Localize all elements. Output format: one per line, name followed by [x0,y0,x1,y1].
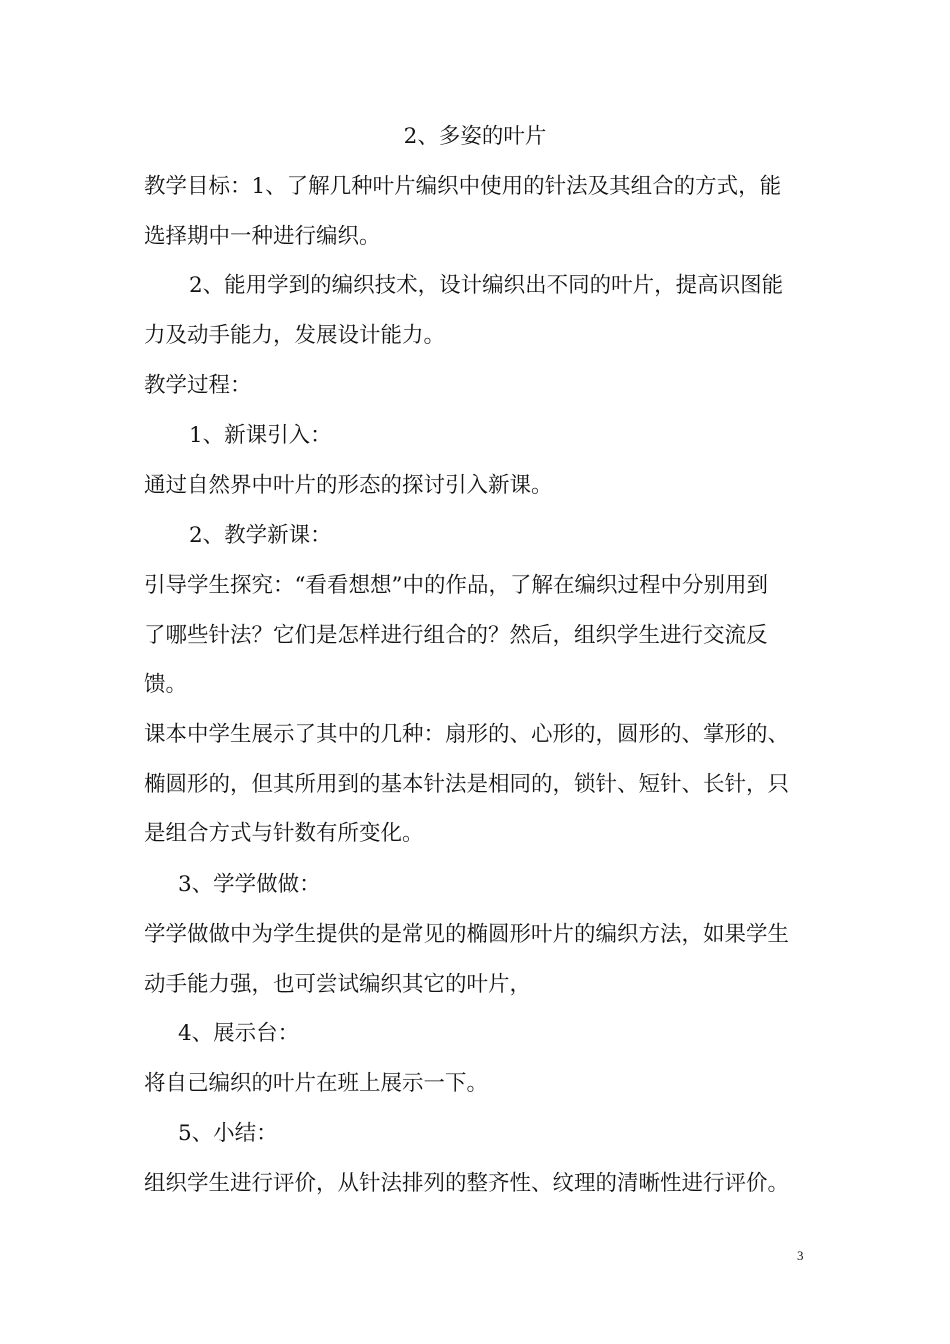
step-2-text-line-4: 课本中学生展示了其中的几种：扇形的、心形的，圆形的、掌形的、 [144,722,790,747]
step-2-text-line-6: 是组合方式与针数有所变化。 [144,821,424,846]
objective-line-2: 选择期中一种进行编织。 [144,224,381,249]
step-2-text-line-1: 引导学生探究：“看看想想”中的作品，了解在编织过程中分别用到 [144,573,768,598]
process-heading: 教学过程： [144,373,252,398]
document-title: 2、多姿的叶片 [403,124,547,149]
step-1-heading: 1、新课引入： [189,423,332,448]
step-5-text: 组织学生进行评价，从针法排列的整齐性、纹理的清晰性进行评价。 [144,1171,790,1196]
page-number: 3 [797,1248,804,1263]
step-2-text-line-5: 椭圆形的，但其所用到的基本针法是相同的，锁针、短针、长针，只 [144,772,790,797]
step-5-heading: 5、小结： [178,1121,278,1146]
step-3-heading: 3、学学做做： [178,872,321,897]
step-2-text-line-2: 了哪些针法？它们是怎样进行组合的？然后，组织学生进行交流反 [144,623,768,648]
step-1-text: 通过自然界中叶片的形态的探讨引入新课。 [144,473,553,498]
step-3-text-line-1: 学学做做中为学生提供的是常见的椭圆形叶片的编织方法，如果学生 [144,922,790,947]
objective-line-3: 2、能用学到的编织技术，设计编织出不同的叶片，提高识图能 [189,273,784,298]
step-2-text-line-3: 馈。 [144,672,188,697]
step-4-heading: 4、展示台： [178,1021,300,1046]
step-2-heading: 2、教学新课： [189,523,332,548]
objective-line-4: 力及动手能力，发展设计能力。 [144,323,446,348]
objective-line-1: 教学目标：1、了解几种叶片编织中使用的针法及其组合的方式，能 [144,174,782,199]
step-3-text-line-2: 动手能力强，也可尝试编织其它的叶片， [144,972,532,997]
step-4-text: 将自己编织的叶片在班上展示一下。 [144,1071,489,1096]
